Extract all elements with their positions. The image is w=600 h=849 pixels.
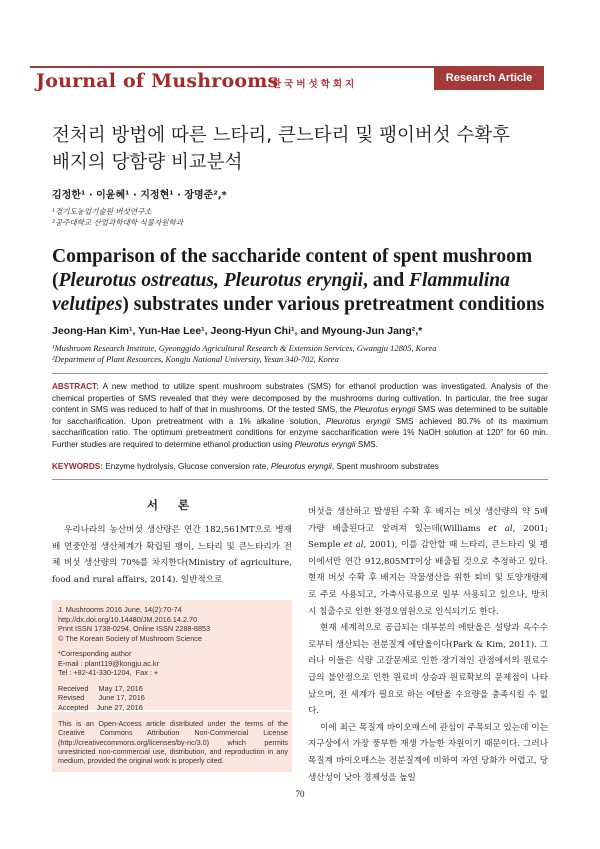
intro-paragraph-2: 현재 세계적으로 공급되는 대부분의 에탄올은 설탕과 옥수수로부터 생산되는 전분질계 에탄올이다(Park & Kim, 2011). 그러나 이들은 식량 고갈문제로 인한 장기적인 관점에서의 원료수급의 불안정으로 인한 원료비 상승과 원료확보의 문제점이 나타났으며, 전 세계가 필요로 하는 에탄올 수요량을 충족시킬 수 없다. bbox=[308, 623, 548, 717]
abstract-top-rule bbox=[52, 373, 548, 374]
info-line: Print ISSN 1738-0294, Online ISSN 2288-8853 bbox=[58, 624, 211, 633]
english-title bbox=[52, 245, 552, 317]
society-name-korean: 한국버섯학회지 bbox=[272, 79, 358, 90]
abstract: ABSTRACT: A new method to utilize spent mushroom substrates (SMS) for ethanol production was investigated. Analysis of the chemical properties of SMS revealed that they were decomposed by the mushrooms during cultivation. In particular, the free sugar content in SMS was reduced to half of that in mushrooms. Of the tested SMS, the Pleurotus eryngii SMS was determined to be suitable for saccharification. Upon pretreatment with a 1% alkaline solution, Pleurotus eryngii SMS achieved 80.7% of its maximum saccharification ratio. The optimum pretreatment conditions for enzyme saccharification were 1% NaOH solution at 120° for 60 min. Further studies are required to determine ethanol production using Pleurotus eryngii SMS. bbox=[52, 382, 548, 449]
english-title-line1: Comparison of the saccharide content of spent mushroom bbox=[52, 246, 533, 267]
info-line: Tel : +82-41-330-1204, Fax : + bbox=[58, 668, 159, 677]
info-line: E-mail : plant119@kongju.ac.kr bbox=[58, 658, 159, 668]
english-title-line3: velutipes) substrates under various pretreatment conditions bbox=[52, 294, 545, 315]
intro-paragraph-1: 우리나라의 농산버섯 생산량은 연간 182,561MT으로 병재배 연중안정 생산체계가 확립된 팽이, 느타리 및 큰느타리가 전체 버섯 생산량의 70%를 차지한다(Ministry of agriculture, food and rural affairs, 2014). 일반적으로 bbox=[52, 525, 292, 585]
english-title-line2: (Pleurotus ostreatus, Pleurotus eryngii, and Flammulina bbox=[52, 270, 510, 291]
open-access-notice: This is an Open-Access article distributed under the terms of the Creative Commons Attribution Non-Commercial License (http://creativecommons.org/licenses/by-nc/3.0) which permits unrestricted non-commercial use, distribution, and reproduction in any medium, provided the original work is properly cited. bbox=[58, 719, 288, 766]
journal-title: Journal of Mushrooms bbox=[36, 70, 279, 92]
info-line: Accepted June 27, 2016 bbox=[58, 702, 143, 712]
page-number: 70 bbox=[295, 789, 305, 799]
abstract-label: ABSTRACT: bbox=[52, 382, 99, 391]
korean-affiliation-1: ¹경기도농업기술원 버섯연구소 bbox=[52, 207, 152, 216]
korean-title-line1: 전처리 방법에 따른 느타리, 큰느타리 및 팽이버섯 수확후 bbox=[52, 125, 511, 146]
info-line: *Corresponding author bbox=[58, 649, 132, 658]
intro-heading: 서 론 bbox=[146, 498, 198, 512]
info-line: Received May 17, 2016 bbox=[58, 683, 143, 693]
abstract-bottom-rule bbox=[52, 479, 548, 480]
keywords: KEYWORDS: Enzyme hydrolysis, Glucose conversion rate, Pleurotus eryngii, Spent mushroom substrates bbox=[52, 462, 439, 471]
english-affiliation-1: ¹Mushroom Research Institute, Gyeonggido Agricultural Research & Extension Services, Gwangju 12805, Korea bbox=[52, 343, 437, 353]
korean-authors: 김정한¹ · 이윤혜¹ · 지정현¹ · 장명준²,* bbox=[52, 190, 227, 201]
info-line: © The Korean Society of Mushroom Science bbox=[58, 633, 202, 643]
info-line: J. Mushrooms 2016 June, 14(2):70-74 bbox=[58, 605, 182, 614]
english-authors: Jeong-Han Kim¹, Yun-Hae Lee¹, Jeong-Hyun Chi¹, and Myoung-Jun Jang²,* bbox=[52, 325, 423, 337]
intro-paragraph-3: 이에 최근 목질계 바이오매스에 관심이 주목되고 있는데 이는 지구상에서 가장 풍부한 재생 가능한 자원이기 때문이다. 그러나 목질계 바이오매스는 전분질계에 비하여 자연 당화가 어렵고, 당 생산성이 낮아 경제성을 높일 bbox=[308, 722, 548, 783]
article-type-badge: Research Article bbox=[434, 66, 544, 90]
article-info-text bbox=[58, 605, 288, 712]
korean-title bbox=[52, 122, 572, 176]
english-affiliation-2: ²Department of Plant Resources, Kongju National University, Yesan 340-702, Korea bbox=[52, 354, 339, 364]
info-line: Revised June 17, 2016 bbox=[58, 693, 145, 702]
info-line: http://dx.doi.org/10.14480/JM.2016.14.2.70 bbox=[58, 614, 198, 624]
korean-affiliation-2: ²공주대학교 산업과학대학 식물자원학과 bbox=[52, 218, 183, 227]
right-column-text bbox=[308, 504, 548, 786]
korean-title-line2: 배지의 당함량 비교분석 bbox=[52, 152, 243, 173]
keywords-label: KEYWORDS: bbox=[52, 462, 103, 471]
left-column-text bbox=[52, 522, 292, 588]
intro-paragraph-1-cont: 버섯을 생산하고 발생된 수확 후 배지는 버섯 생산량의 약 5배 가량 배출된다고 알려져 있는데(Williams et al, 2001; Semple et al, 2001), 이를 감안할 때 느타리, 큰느타리 및 팽이에서만 연간 912,805MT이상 배출될 것으로 추정하고 있다. 현재 버섯 수확 후 배지는 작물생산을 위한 퇴비 및 토양개량제로 주로 사용되고, 가축사료용으로 일부 사용되고 있으나, 방치시 침출수로 인한 환경오염원으로 인식되기도 한다. bbox=[308, 507, 548, 617]
